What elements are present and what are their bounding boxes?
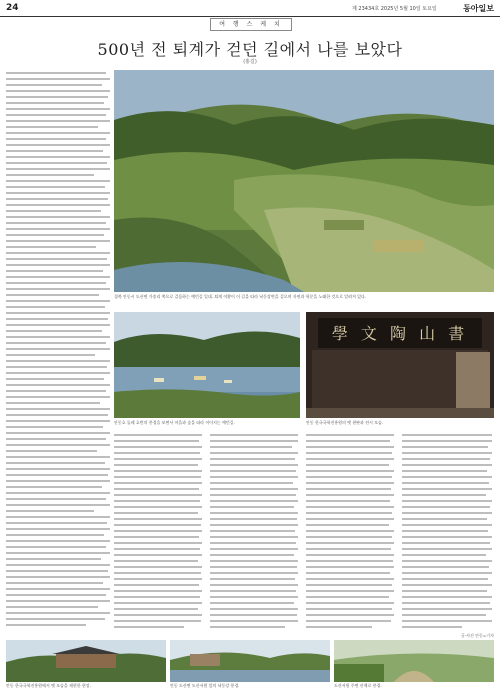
byline: (홍길) xyxy=(243,59,257,65)
bottom-caption-1: 안동 한국국학진흥원에서 옛 모습을 재현한 현장. xyxy=(6,683,91,688)
text-lines xyxy=(6,70,110,630)
bottom-caption-3: 도산서원 주변 산책로 풍경. xyxy=(334,683,382,688)
newspaper-name: 동아일보 xyxy=(463,3,494,13)
bottom-photo-2 xyxy=(170,640,330,682)
hero-caption: 경북 안동시 도산면 가송리 쪽으로 걸음하는 예던길 일대. 퇴계 이황이 이 길을 따라 낙동강변을 걸으며 자연과 학문을 노래한 것으로 알려져 있다. xyxy=(114,294,367,299)
lake-photo xyxy=(114,312,300,418)
hero-photo xyxy=(114,70,494,292)
bottom-photo-3 xyxy=(334,640,494,682)
hall-photo xyxy=(306,312,494,418)
hall-sign-text: 學 文 陶 山 書 xyxy=(331,324,469,343)
headline: 500년 전 퇴계가 걷던 길에서 나를 보았다 xyxy=(97,40,403,59)
bottom-caption-2: 안동 도산면 도산서원 앞의 낙동강 풍경. xyxy=(170,683,240,688)
page-number: 24 xyxy=(6,3,19,13)
issue-info: 제 23434호 2025년 5월 10일 토요일 xyxy=(352,6,437,12)
article-column-left xyxy=(6,70,110,630)
text-lines xyxy=(114,432,494,632)
lake-caption: 안동호 둘레 호반의 풍경을 보면서 마을과 숲을 따라 이어지는 예던길. xyxy=(114,420,235,425)
article-columns-right xyxy=(114,432,494,632)
section-label: 여 행 스 케 치 xyxy=(210,18,292,31)
page-header xyxy=(0,0,500,17)
bottom-photo-1 xyxy=(6,640,166,682)
photo-credit: 글·사진 안동=기자 xyxy=(461,633,494,638)
hall-caption: 안동 한국국학진흥원의 옛 현판과 전시 모습. xyxy=(306,420,384,425)
